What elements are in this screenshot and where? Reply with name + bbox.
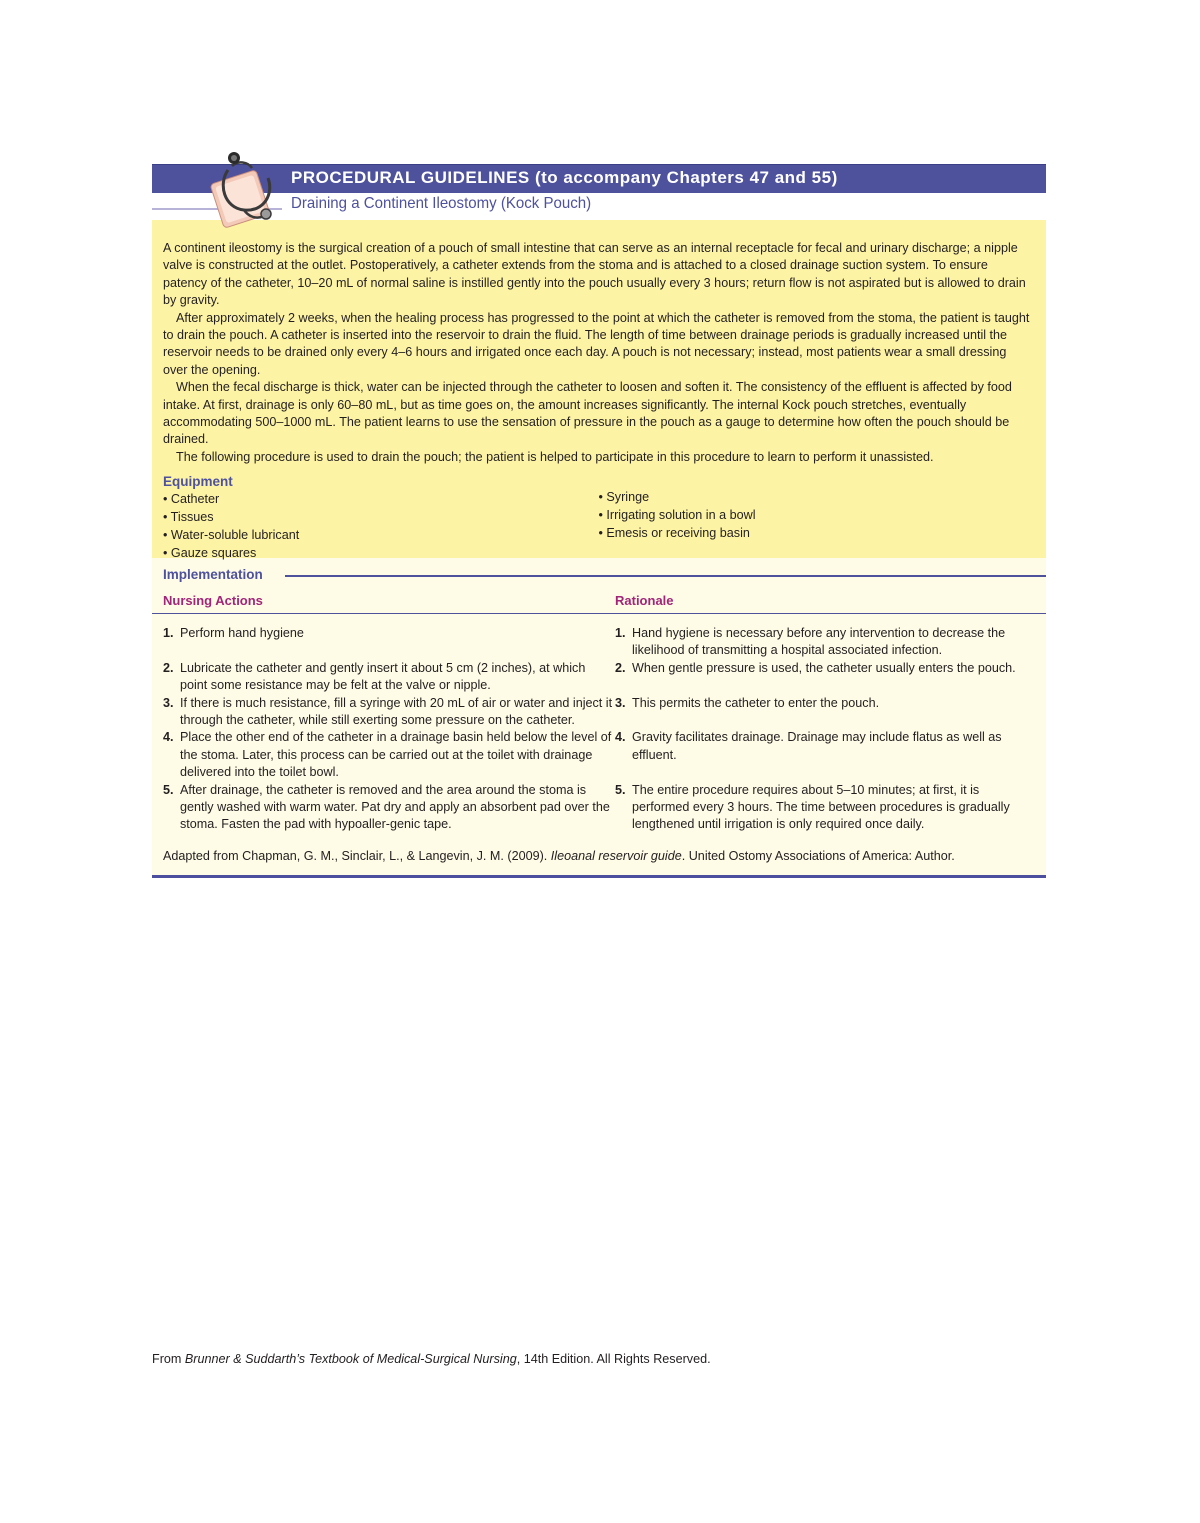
nursing-action: After drainage, the catheter is removed and the area around the stoma is gently washed with warm water. Pat dry and apply an absorbent pad over the stoma. Fasten the pad with hypoaller-genic tape. (180, 782, 610, 832)
table-row (152, 729, 1046, 781)
intro-paragraph: A continent ileostomy is the surgical creation of a pouch of small intestine that can serve as an internal receptacle for fecal and urinary discharge; a nipple valve is constructed at the outlet. Postoperatively, a catheter extends from the stoma and is attached to a closed drainage suction system. To ensure patency of the catheter, 10–20 mL of normal saline is instilled gently into the pouch usually every 3 hours; return flow is not aspirated but is allowed to drain by gravity. (163, 241, 1026, 308)
step-number: 3. (163, 695, 174, 710)
rationale: When gentle pressure is used, the catheter usually enters the pouch. (632, 660, 1016, 675)
rationale: The entire procedure requires about 5–10 minutes; at first, it is performed every 3 hours. The time between procedures is gradually lengthened until irrigation is only required once daily. (632, 782, 1010, 832)
table-row (152, 660, 1046, 695)
rationale: Gravity facilitates drainage. Drainage may include flatus as well as effluent. (632, 730, 1002, 762)
table-body (152, 614, 1046, 834)
intro-paragraph: After approximately 2 weeks, when the healing process has progressed to the point at which the catheter is removed from the stoma, the patient is taught to drain the pouch. A catheter is inserted into the reservoir to drain the fluid. The length of time between drainage periods is gradually increased until the reservoir needs to be drained only every 4–6 hours and irrigated once each day. A pouch is not necessary; instead, most patients wear a small dressing over the opening. (163, 310, 1030, 377)
intro-paragraph: When the fecal discharge is thick, water can be injected through the catheter to loosen and soften it. The consistency of the effluent is affected by food intake. At first, drainage is only 60–80 mL, but as time goes on, the amount increases significantly. The internal Kock pouch stretches, eventually accommodating 500–1000 mL. The patient learns to use the sensation of pressure in the pouch as a gauge to determine how often the pouch should be drained. (163, 380, 1012, 447)
equipment-heading: Equipment (163, 474, 233, 490)
column-header-actions: Nursing Actions (163, 593, 263, 608)
footer-credit (152, 1352, 711, 1366)
rationale: This permits the catheter to enter the pouch. (632, 695, 880, 710)
step-number: 4. (615, 730, 626, 745)
table-header (152, 588, 1046, 614)
list-item: • Water-soluble lubricant (163, 527, 300, 542)
page-subtitle: Draining a Continent Ileostomy (Kock Pouch) (291, 195, 592, 212)
step-number: 3. (615, 695, 626, 710)
step-number: 5. (163, 782, 174, 797)
table-row (152, 782, 1046, 834)
page-title: PROCEDURAL GUIDELINES (to accompany Chapters 47 and 55) (291, 168, 838, 187)
step-number: 2. (163, 660, 174, 675)
table-row (152, 695, 1046, 730)
intro-paragraph: The following procedure is used to drain the pouch; the patient is helped to participate in this procedure to learn to perform it unassisted. (176, 449, 934, 464)
citation-text: Adapted from Chapman, G. M., Sinclair, L., & Langevin, J. M. (2009). (163, 848, 551, 863)
citation-text: . United Ostomy Associations of America: Author. (681, 848, 955, 863)
list-item: • Syringe (598, 490, 650, 505)
intro-section (152, 220, 1046, 558)
stethoscope-icon (208, 150, 292, 230)
column-header-rationale: Rationale (615, 593, 674, 608)
nursing-action: If there is much resistance, fill a syringe with 20 mL of air or water and inject it through the catheter, while still exerting some pressure on the catheter. (180, 695, 613, 728)
header (152, 164, 1046, 220)
implementation-heading: Implementation (163, 567, 269, 582)
step-number: 5. (615, 782, 626, 797)
footer-text: , 14th Edition. All Rights Reserved. (516, 1352, 711, 1366)
list-item: • Tissues (163, 510, 214, 525)
list-item: • Irrigating solution in a bowl (598, 508, 756, 523)
procedure-box (152, 164, 1046, 878)
step-number: 2. (615, 660, 626, 675)
step-number: 1. (163, 626, 174, 640)
equipment-list (163, 491, 1034, 562)
nursing-action: Place the other end of the catheter in a drainage basin held below the level of the stoma. Later, this process can be carried out at the toilet with drainage delivered into the toilet bowl. (180, 730, 612, 780)
step-number: 4. (163, 730, 174, 745)
book-title: Brunner & Suddarth’s Textbook of Medical-Surgical Nursing (184, 1352, 517, 1366)
implementation-header (152, 558, 1046, 588)
implementation-rule (285, 575, 1046, 577)
list-item: • Gauze squares (163, 545, 257, 560)
equipment-column-right (599, 489, 1035, 562)
citation (152, 834, 1046, 869)
nursing-action: Perform hand hygiene (180, 626, 304, 640)
footer-text: From (152, 1352, 185, 1366)
list-item: • Catheter (163, 492, 220, 507)
implementation-section (152, 558, 1046, 875)
nursing-action: Lubricate the catheter and gently insert it about 5 cm (2 inches), at which point some resistance may be felt at the valve or nipple. (180, 660, 586, 693)
equipment-column-left (163, 491, 599, 562)
table-row (152, 625, 1046, 660)
step-number: 1. (615, 626, 626, 640)
rationale: Hand hygiene is necessary before any intervention to decrease the likelihood of transmitting a hospital associated infection. (632, 626, 1006, 658)
citation-title: Ileoanal reservoir guide (550, 848, 682, 863)
list-item: • Emesis or receiving basin (598, 525, 750, 540)
